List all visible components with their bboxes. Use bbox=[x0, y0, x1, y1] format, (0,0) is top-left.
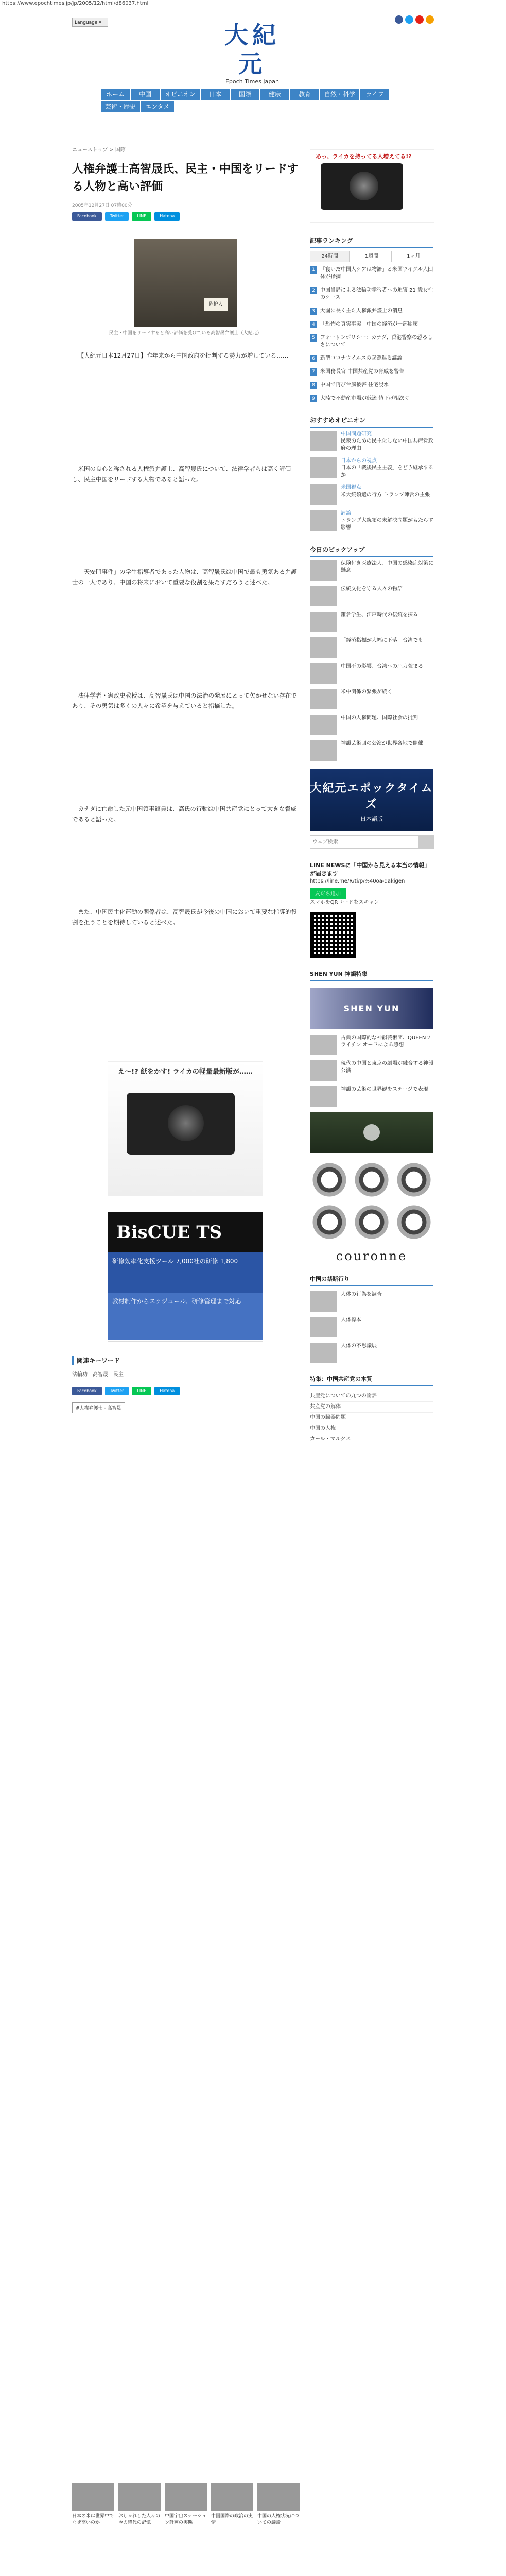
nav-item-health[interactable]: 健康 bbox=[260, 89, 289, 100]
article-date: 2005年12月27日 07時00分 bbox=[72, 203, 132, 208]
shenyun-video[interactable] bbox=[310, 1112, 433, 1153]
biscue-ad[interactable] bbox=[108, 1212, 263, 1342]
sidebar-camera-ad[interactable] bbox=[310, 149, 434, 223]
language-select[interactable]: Language ▾ bbox=[72, 18, 108, 27]
nav-item-life[interactable]: ライフ bbox=[360, 89, 389, 100]
rss-icon[interactable] bbox=[426, 15, 434, 24]
logo-kanji: 大紀元 bbox=[224, 21, 280, 78]
ranking-tabs bbox=[310, 251, 433, 262]
sidebar bbox=[310, 149, 433, 1445]
avatar bbox=[310, 510, 337, 531]
pickup-item[interactable]: 「経済指標が大幅に下落」台湾でも bbox=[310, 637, 433, 658]
recommend-item[interactable]: 中国の人権状況についての議論 bbox=[257, 2483, 300, 2527]
related-keywords-title: 関連キーワード bbox=[72, 1356, 299, 1365]
ad-middle: 研修効率化支援ツール 7,000社の研修 1,800 bbox=[108, 1252, 263, 1293]
tab-week[interactable]: 1週間 bbox=[352, 251, 391, 262]
recommend-item[interactable]: 日本の米は世界中でなぜ高いのか bbox=[72, 2483, 114, 2527]
tab-month[interactable]: 1ヶ月 bbox=[394, 251, 433, 262]
special-links bbox=[310, 1391, 433, 1445]
pickup-item[interactable]: 神韻芸術団の公演が世界各地で開催 bbox=[310, 740, 433, 761]
nav-item-education[interactable]: 教育 bbox=[290, 89, 319, 100]
recommend-item[interactable]: 中国宇宙ステーション計画の実態 bbox=[165, 2483, 207, 2527]
site-logo[interactable] bbox=[211, 21, 293, 85]
line-url[interactable]: https://line.me/R/ti/p/%40oa-dakigen bbox=[310, 878, 405, 884]
line-note: スマホをQRコードをスキャン bbox=[310, 900, 379, 905]
article-title: 人権弁護士高智晟氏、民主・中国をリードする人物と高い評価 bbox=[72, 162, 299, 193]
shenyun-item[interactable]: 現代の中国と東京の劇場が融合する神韻公演 bbox=[310, 1060, 433, 1081]
pickup-item[interactable]: 米中関係の緊張が続く bbox=[310, 689, 433, 709]
pickup-item[interactable]: 保険付き医療法人、中国の感染症対策に懸念 bbox=[310, 560, 433, 581]
couronne-logo[interactable]: couronne bbox=[336, 1249, 408, 1263]
china-item[interactable]: 人体の不思議展 bbox=[310, 1343, 433, 1363]
ranking-item[interactable]: 4 「恐怖の真実事実」中国の経済が一部崩壊 bbox=[310, 321, 433, 328]
social-icons bbox=[395, 15, 434, 24]
shenyun-item[interactable]: 古典の国際的な神韻芸術団、QUEENフライチン オードによる感想 bbox=[310, 1035, 433, 1055]
share-hatena-button[interactable]: Hatena bbox=[154, 1387, 180, 1395]
watch-image bbox=[352, 1160, 391, 1199]
opinion-title: おすすめオピニオン bbox=[310, 416, 433, 428]
share-twitter-button[interactable]: Twitter bbox=[105, 1387, 129, 1395]
nav-item-science[interactable]: 自然・科学 bbox=[320, 89, 359, 100]
play-icon bbox=[363, 1124, 380, 1141]
nav-item-home[interactable]: ホーム bbox=[101, 89, 130, 100]
shenyun-title: SHEN YUN 神韻特集 bbox=[310, 970, 433, 981]
watch-image bbox=[394, 1160, 433, 1199]
special-link[interactable]: 中国の臓器問題 bbox=[310, 1413, 433, 1423]
article-photo bbox=[134, 239, 237, 327]
shenyun-item[interactable]: 神韻の芸術の世界観をステージで表現 bbox=[310, 1086, 433, 1107]
article-paragraph: 【大紀元日本12月27日】昨年来から中国政府を批判する勢力が増している…… bbox=[78, 352, 289, 359]
main-nav bbox=[101, 89, 405, 112]
watch-image bbox=[352, 1202, 391, 1242]
opinion-item[interactable]: 日本からの視点 日本の「戦後民主主義」をどう継承するか bbox=[310, 457, 433, 479]
ranking-title: 記事ランキング bbox=[310, 236, 433, 248]
nav-item-entertainment[interactable]: エンタメ bbox=[141, 101, 174, 112]
web-search bbox=[310, 835, 434, 849]
article-paragraph: 「天安門事件」の学生指導者であった人物は、高智晟氏は中国で最も勇気ある弁護士の一人であり、中国の将来において重要な役割を果たすだろうと述べた。 bbox=[72, 568, 297, 586]
pickup-item[interactable]: 伝統文化を守る人々の物語 bbox=[310, 586, 433, 606]
article-paragraph: 法律学者・憲政史教授は、高智晟氏は中国の法治の発展にとって欠かせない存在であり、その勇気は多くの人々に希望を与えていると指摘した。 bbox=[72, 692, 297, 709]
ranking-item[interactable]: 9 大陸で不動産市場が低迷 値下げ相次ぐ bbox=[310, 395, 433, 402]
opinion-item[interactable]: 米国視点 米大統領選の行方 トランプ陣営の主張 bbox=[310, 484, 433, 505]
logo-subtitle: Epoch Times Japan bbox=[225, 78, 279, 85]
recommend-strip bbox=[72, 2483, 299, 2527]
ranking-item[interactable]: 6 新型コロナウイルスの起源巡る議論 bbox=[310, 355, 433, 362]
opinion-item[interactable]: 中国問題研究 民衆のための民主化しない中国共産党政府の理由 bbox=[310, 431, 433, 452]
nav-item-world[interactable]: 国際 bbox=[231, 89, 259, 100]
nav-item-opinion[interactable]: オピニオン bbox=[161, 89, 200, 100]
photo-caption: 民主・中国をリードすると高い評価を受けている高智晟弁護士（大紀元） bbox=[109, 331, 262, 336]
article-main bbox=[72, 145, 299, 1413]
pickup-item[interactable]: 中国の人権問題、国際社会の批判 bbox=[310, 715, 433, 735]
tag-button[interactable]: #人権弁護士・高智晟 bbox=[72, 1402, 125, 1413]
search-button[interactable] bbox=[418, 836, 434, 848]
recommend-item[interactable]: おしゃれした人々の今の時代の記憶 bbox=[118, 2483, 161, 2527]
opinion-item[interactable]: 評論 トランプ大統領の未解決問題がもたらす影響 bbox=[310, 510, 433, 532]
ad-brand: BisCUE TS bbox=[108, 1212, 263, 1252]
watch-image bbox=[310, 1160, 349, 1199]
ad-text: あっ、ライカを持ってる人増えてる!? bbox=[316, 153, 412, 160]
qr-code bbox=[310, 912, 356, 958]
special-link[interactable]: 共産党の解体 bbox=[310, 1402, 433, 1413]
epoch-banner[interactable]: 大紀元エポックタイムズ 日本語版 bbox=[310, 769, 433, 831]
camera-image bbox=[321, 163, 403, 210]
ranking-item[interactable]: 8 中国で再び台風被害 住宅浸水 bbox=[310, 382, 433, 389]
tab-24h[interactable]: 24時間 bbox=[310, 251, 350, 262]
share-bar bbox=[72, 212, 299, 221]
share-facebook-button[interactable]: Facebook bbox=[72, 1387, 102, 1395]
article-paragraph: 米国の良心と称される人権派弁護士、高智晟氏について、法律学者らは高く評価し、民主中国をリードする人物であると語った。 bbox=[72, 465, 291, 483]
photo-nameplate: 陈护人 bbox=[204, 298, 228, 311]
article-paragraph: カナダに亡命した元中国領事館員は、高氏の行動は中国共産党にとって大きな脅威であると語った。 bbox=[72, 805, 297, 823]
special-link[interactable]: 中国の人権 bbox=[310, 1423, 433, 1434]
related-keywords[interactable]: 法輪功 高智晟 民主 bbox=[72, 1372, 124, 1378]
share-bar-bottom bbox=[72, 1387, 299, 1395]
watch-ad[interactable] bbox=[310, 1160, 433, 1242]
ranking-item[interactable]: 7 米国務長官 中国共産党の脅威を警告 bbox=[310, 368, 433, 376]
shenyun-banner[interactable]: SHEN YUN bbox=[310, 988, 433, 1029]
avatar bbox=[310, 457, 337, 478]
share-line-button[interactable]: LINE bbox=[132, 212, 151, 221]
youtube-icon[interactable] bbox=[415, 15, 424, 24]
search-input[interactable] bbox=[310, 837, 417, 848]
ad-headline: え〜!? 紙をかす! ライカの軽量最新版が…… bbox=[118, 1068, 253, 1076]
share-twitter-button[interactable]: Twitter bbox=[105, 212, 129, 221]
pickup-item[interactable]: 鎌倉学生、江戸時代の伝統を探る bbox=[310, 612, 433, 632]
line-add-friend-button[interactable]: 友だち追加 bbox=[310, 888, 346, 899]
recommend-item[interactable]: 中国国際の政治の実情 bbox=[211, 2483, 253, 2527]
nav-item-art[interactable]: 芸術・歴史 bbox=[101, 101, 140, 112]
watch-image bbox=[310, 1202, 349, 1242]
camera-image bbox=[127, 1093, 235, 1155]
share-facebook-button[interactable]: Facebook bbox=[72, 212, 102, 221]
breadcrumb[interactable]: ニューストップ > 国際 bbox=[72, 147, 126, 153]
special-link[interactable]: 共産党についての九つの論評 bbox=[310, 1391, 433, 1402]
url-bar: https://www.epochtimes.jp/jp/2005/12/html/d86037.html bbox=[2, 1, 149, 6]
nav-item-japan[interactable]: 日本 bbox=[201, 89, 230, 100]
share-line-button[interactable]: LINE bbox=[132, 1387, 151, 1395]
facebook-icon[interactable] bbox=[395, 15, 403, 24]
watch-image bbox=[394, 1202, 433, 1242]
pickup-item[interactable]: 中国不の影響、台湾への圧力強まる bbox=[310, 663, 433, 684]
avatar bbox=[310, 431, 337, 451]
china-item[interactable]: 人体の行為を調査 bbox=[310, 1291, 433, 1312]
line-news-title: LINE NEWSに「中国から見える本当の情報」が届きます bbox=[310, 862, 430, 877]
ranking-item[interactable]: 2 中国当局による法輪功学習者への迫害 21 歳女性のケース bbox=[310, 287, 433, 301]
ranking-item[interactable]: 1 「寝いだ中国人ケアは物語」と米国ウイグル人団体が指摘 bbox=[310, 266, 433, 281]
ad-bottom: 教材制作からスケジュール、研修管理まで対応 bbox=[108, 1293, 263, 1340]
special-title: 特集：中国共産党の本質 bbox=[310, 1375, 433, 1386]
ranking-item[interactable]: 5 フォーリンポリシー：カナダ、香港警察の恐ろしさについて bbox=[310, 334, 433, 349]
special-link[interactable]: カール・マルクス bbox=[310, 1434, 433, 1445]
china-item[interactable]: 人体標本 bbox=[310, 1317, 433, 1337]
china-title: 中国の禁断行り bbox=[310, 1275, 433, 1286]
share-hatena-button[interactable]: Hatena bbox=[154, 212, 180, 221]
ranking-item[interactable]: 3 大園に長く主た人権派弁護士の消息 bbox=[310, 308, 433, 315]
camera-ad[interactable] bbox=[108, 1061, 263, 1196]
pickup-title: 今日のピックアップ bbox=[310, 545, 433, 557]
avatar bbox=[310, 484, 337, 505]
article-paragraph: また、中国民主化運動の関係者は、高智晟氏が今後の中国において重要な指導的役割を担うことを期待していると述べた。 bbox=[72, 908, 297, 926]
twitter-icon[interactable] bbox=[405, 15, 413, 24]
nav-item-china[interactable]: 中国 bbox=[131, 89, 160, 100]
